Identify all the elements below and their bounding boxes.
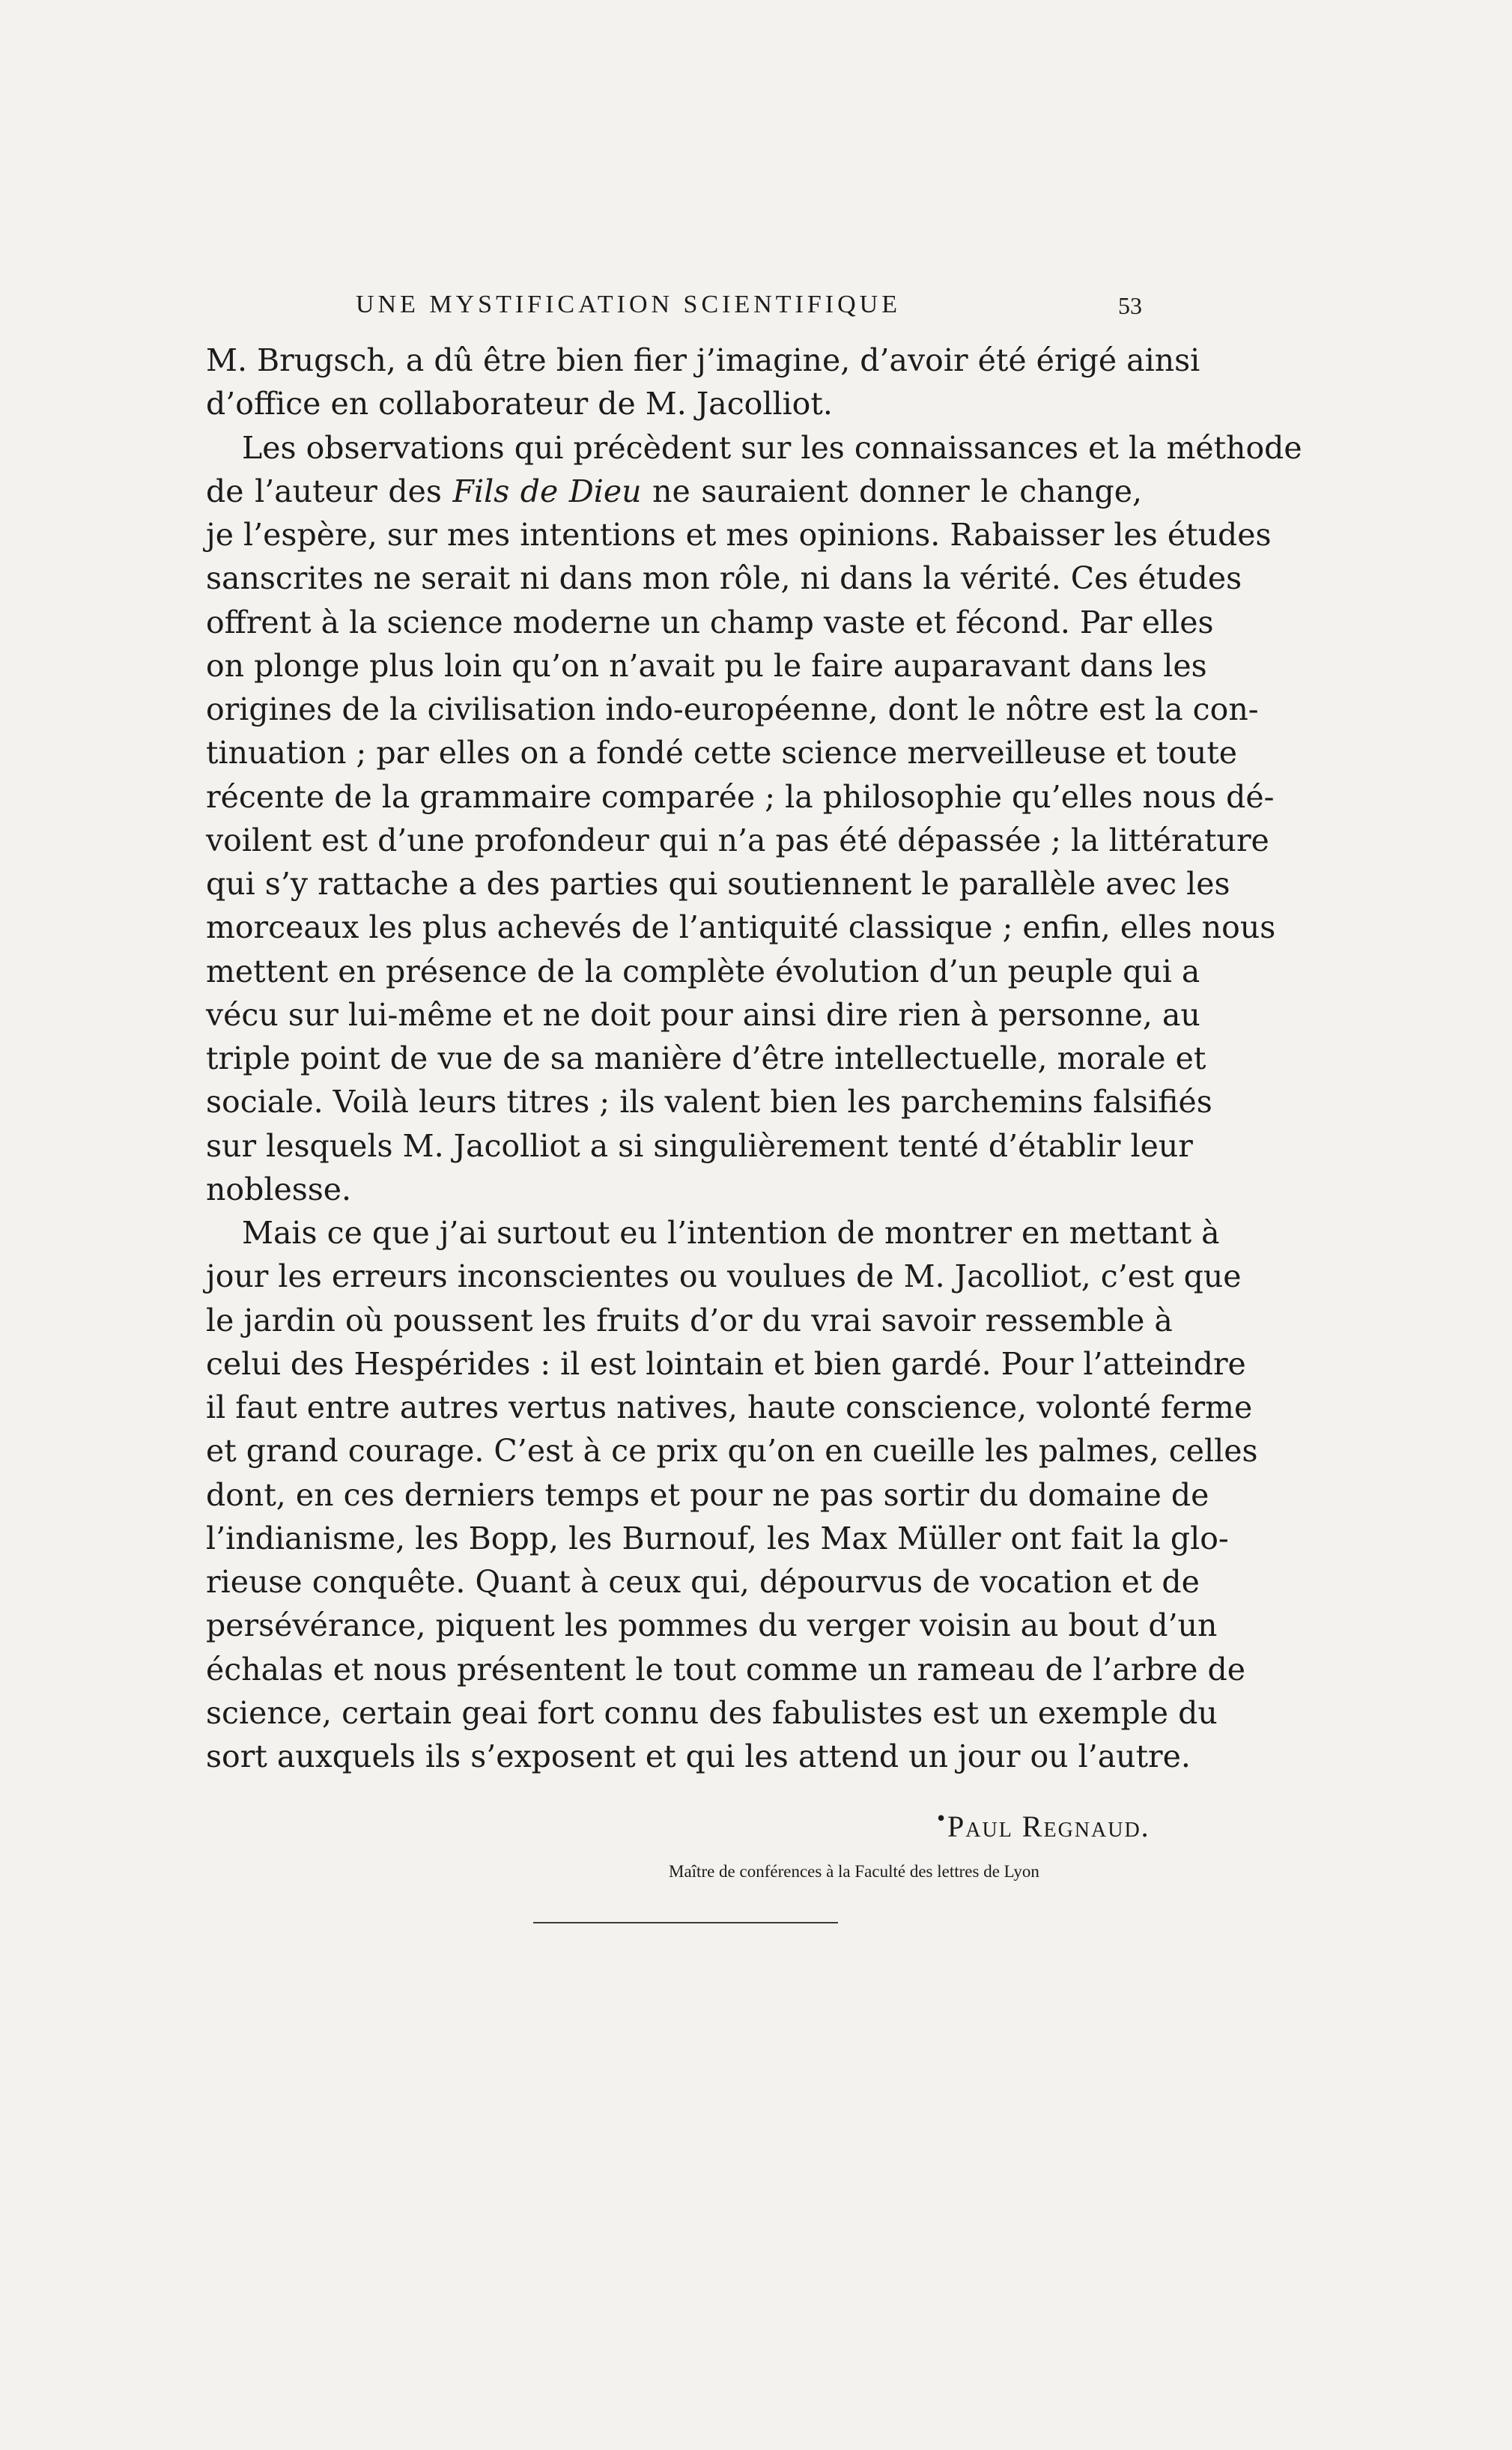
text-line: voilent est d’une profondeur qui n’a pas été dépassée ; la littérature [206, 822, 1269, 858]
text-line: science, certain geai fort connu des fabulistes est un exemple du [206, 1694, 1218, 1731]
text-line: je l’espère, sur mes intentions et mes opinions. Rabaisser les études [206, 517, 1272, 553]
bullet-dot: • [937, 1804, 947, 1831]
closing-rule [533, 1922, 838, 1923]
text-line: vécu sur lui-même et ne doit pour ainsi dire rien à personne, au [206, 996, 1200, 1033]
paragraph-start-line: Mais ce que j’ai surtout eu l’intention de montrer en mettant à [242, 1215, 1220, 1251]
text-line: dont, en ces derniers temps et pour ne pas sortir du domaine de [206, 1476, 1209, 1513]
text-line: celui des Hespérides : il est lointain et bien gardé. Pour l’atteindre [206, 1345, 1246, 1382]
text-line: rieuse conquête. Quant à ceux qui, dépourvus de vocation et de [206, 1564, 1200, 1600]
paragraph-start-line: Les observations qui précèdent sur les connaissances et la méthode [242, 429, 1302, 466]
body-text [206, 339, 1302, 1778]
text-line [206, 470, 1142, 513]
line-text: ne sauraient donner le change, [641, 473, 1142, 509]
text-line: récente de la grammaire comparée ; la philosophie qu’elles nous dé- [206, 778, 1275, 815]
text-line: mettent en présence de la complète évolution d’un peuple qui a [206, 953, 1200, 989]
text-line: noblesse. [206, 1171, 352, 1207]
text-line: l’indianisme, les Bopp, les Burnouf, les Max Müller ont fait la glo- [206, 1520, 1229, 1556]
line-text: de l’auteur des [206, 473, 453, 509]
text-line: origines de la civilisation indo-européenne, dont le nôtre est la con- [206, 691, 1259, 727]
text-line: on plonge plus loin qu’on n’avait pu le faire auparavant dans les [206, 647, 1207, 684]
text-line: sur lesquels M. Jacolliot a si singulièrement tenté d’établir leur [206, 1127, 1193, 1164]
text-line: jour les erreurs inconscientes ou voulues de M. Jacolliot, c’est que [206, 1258, 1242, 1295]
text-line: sort auxquels ils s’exposent et qui les attend un jour ou l’autre. [206, 1738, 1191, 1774]
running-title: UNE MYSTIFICATION SCIENTIFIQUE [356, 291, 901, 318]
text-line: il faut entre autres vertus natives, haute conscience, volonté ferme [206, 1389, 1253, 1425]
text-line: d’office en collaborateur de M. Jacolliot. [206, 386, 833, 422]
author-affiliation: Maître de conférences à la Faculté des lettres de Lyon [669, 1862, 1039, 1881]
text-line: qui s’y rattache a des parties qui soutiennent le parallèle avec les [206, 866, 1230, 902]
text-line: offrent à la science moderne un champ vaste et fécond. Par elles [206, 604, 1214, 640]
text-line: échalas et nous présentent le tout comme un rameau de l’arbre de [206, 1651, 1245, 1688]
book-title: Fils de Dieu [452, 473, 642, 509]
page-number: 53 [1118, 292, 1142, 319]
author-name: Paul Regnaud. [947, 1810, 1150, 1843]
text-line: et grand courage. C’est à ce prix qu’on en cueille les palmes, celles [206, 1433, 1258, 1470]
text-line: triple point de vue de sa manière d’être intellectuelle, morale et [206, 1040, 1206, 1076]
text-line: le jardin où poussent les fruits d’or du vrai savoir ressemble à [206, 1302, 1173, 1338]
text-line: M. Brugsch, a dû être bien fier j’imagine, d’avoir été érigé ainsi [206, 342, 1200, 378]
text-line: sanscrites ne serait ni dans mon rôle, ni dans la vérité. Ces études [206, 560, 1242, 597]
text-line: tinuation ; par elles on a fondé cette science merveilleuse et toute [206, 735, 1238, 771]
author-signature [937, 1804, 1150, 1844]
text-line: persévérance, piquent les pommes du verger voisin au bout d’un [206, 1607, 1218, 1644]
page-header [206, 291, 1142, 328]
text-line: sociale. Voilà leurs titres ; ils valent bien les parchemins falsifiés [206, 1084, 1212, 1121]
text-line: morceaux les plus achevés de l’antiquité classique ; enfin, elles nous [206, 909, 1276, 946]
